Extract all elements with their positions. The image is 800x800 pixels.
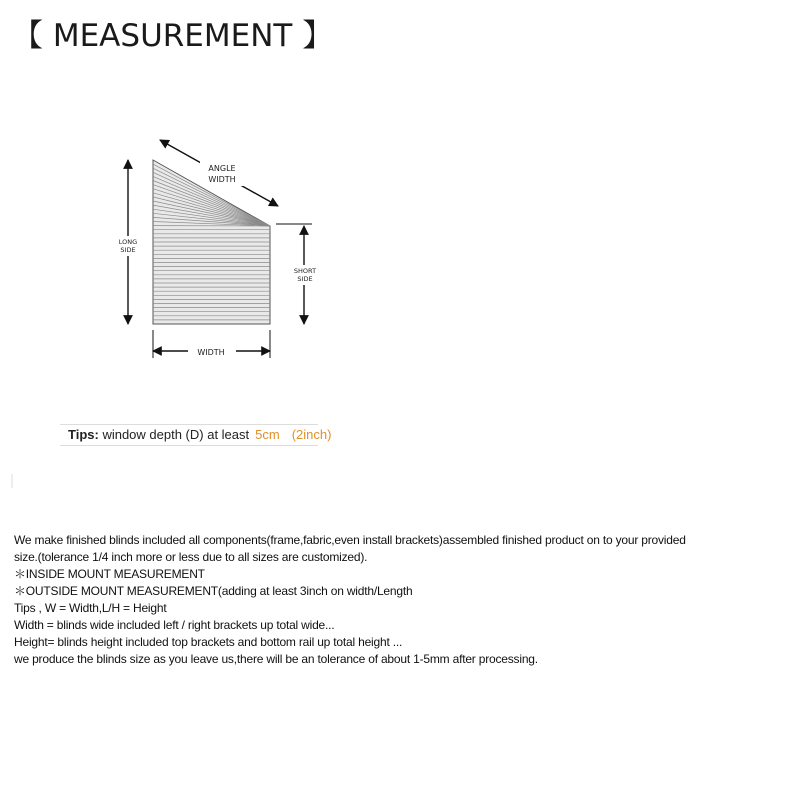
tips-inch: (2inch) [291, 427, 332, 442]
angle-width-label-1: ANGLE [208, 164, 236, 173]
angled-blind-diagram [100, 125, 340, 365]
description-line: we produce the blinds size as you leave us,there will be an tolerance of about 1-5mm after processing. [14, 652, 538, 666]
description-text [14, 532, 784, 668]
angle-width-label-2: WIDTH [208, 175, 236, 184]
description-line: Width = blinds wide included left / right brackets up total wide... [14, 618, 335, 632]
description-line: We make finished blinds included all components(frame,fabric,even install brackets)assembled finished product on to your provided [14, 533, 686, 547]
tips-text: window depth (D) at least [98, 427, 250, 442]
long-side-label-1: LONG [118, 238, 138, 246]
description-line: ＊OUTSIDE MOUNT MEASUREMENT(adding at least 3inch on width/Length [14, 584, 413, 598]
description-line: Height= blinds height included top brackets and bottom rail up total height ... [14, 635, 403, 649]
short-side-label-2: SIDE [297, 275, 313, 283]
width-label: WIDTH [197, 348, 225, 357]
description-line: size.(tolerance 1/4 inch more or less due to all sizes are customized). [14, 550, 368, 564]
tips-box [60, 424, 332, 446]
long-side-label-2: SIDE [120, 246, 136, 254]
description-line: ＊INSIDE MOUNT MEASUREMENT [14, 567, 205, 581]
page-title: 【 MEASUREMENT 】 [12, 18, 334, 54]
decorative-mark [11, 474, 13, 488]
tips-label: Tips: [68, 427, 99, 442]
short-side-label-1: SHORT [293, 267, 317, 275]
tips-cm: 5cm [255, 427, 280, 442]
description-line: Tips , W = Width,L/H = Height [14, 601, 167, 615]
